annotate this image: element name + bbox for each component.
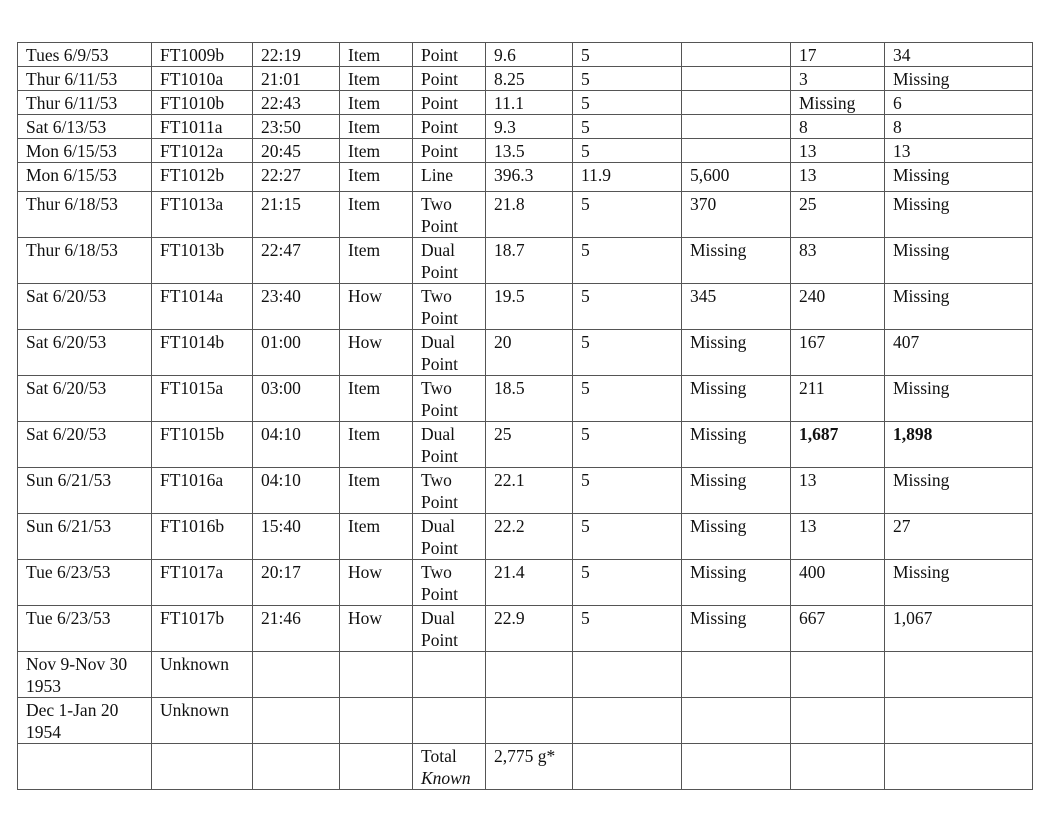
- table-cell: Thur 6/11/53: [18, 67, 152, 91]
- table-cell: 19.5: [486, 284, 573, 330]
- table-cell: Thur 6/18/53: [18, 238, 152, 284]
- table-row: [18, 376, 1033, 422]
- table-cell: 396.3: [486, 163, 573, 192]
- table-cell: Item: [340, 422, 413, 468]
- table-cell: [486, 698, 573, 744]
- table-cell: 5: [573, 67, 682, 91]
- table-cell: 20:17: [253, 560, 340, 606]
- table-cell: 83: [791, 238, 885, 284]
- table-cell: 22:27: [253, 163, 340, 192]
- table-cell: 25: [791, 192, 885, 238]
- table-cell: Item: [340, 139, 413, 163]
- table-cell: Sat 6/20/53: [18, 330, 152, 376]
- total-row: [18, 744, 1033, 790]
- table-cell: Missing: [682, 238, 791, 284]
- table-cell: 9.3: [486, 115, 573, 139]
- table-cell: [682, 652, 791, 698]
- data-table: [17, 42, 1033, 790]
- table-cell: FT1015a: [152, 376, 253, 422]
- table-cell: Item: [340, 115, 413, 139]
- table-cell: 04:10: [253, 422, 340, 468]
- table-cell: FT1012b: [152, 163, 253, 192]
- table-cell: FT1014b: [152, 330, 253, 376]
- table-cell: 3: [791, 67, 885, 91]
- table-cell: [253, 652, 340, 698]
- table-cell: Tue 6/23/53: [18, 606, 152, 652]
- table-cell: 15:40: [253, 514, 340, 560]
- table-row: [18, 606, 1033, 652]
- table-cell: Tues 6/9/53: [18, 43, 152, 67]
- table-cell: Two Point: [413, 192, 486, 238]
- table-cell: 9.6: [486, 43, 573, 67]
- table-cell: Missing: [682, 330, 791, 376]
- table-cell: [340, 744, 413, 790]
- table-cell: [682, 43, 791, 67]
- table-cell: 13: [791, 139, 885, 163]
- table-cell: Thur 6/11/53: [18, 91, 152, 115]
- table-cell: [682, 67, 791, 91]
- table-cell: Sat 6/20/53: [18, 422, 152, 468]
- table-cell: How: [340, 606, 413, 652]
- table-cell: Mon 6/15/53: [18, 139, 152, 163]
- table-cell: FT1011a: [152, 115, 253, 139]
- table-cell: FT1012a: [152, 139, 253, 163]
- table-cell: [573, 652, 682, 698]
- table-cell: Dec 1-Jan 20 1954: [18, 698, 152, 744]
- table-cell: 5: [573, 560, 682, 606]
- table-cell: 23:50: [253, 115, 340, 139]
- table-cell: 21.8: [486, 192, 573, 238]
- table-cell: Sat 6/13/53: [18, 115, 152, 139]
- table-cell: 400: [791, 560, 885, 606]
- total-label: Total: [421, 746, 457, 766]
- table-cell: 13.5: [486, 139, 573, 163]
- table-row: [18, 91, 1033, 115]
- table-cell: 22:43: [253, 91, 340, 115]
- table-cell: Unknown: [152, 652, 253, 698]
- table-cell: Missing: [885, 468, 1033, 514]
- table-cell: [682, 698, 791, 744]
- table-cell: [413, 698, 486, 744]
- table-cell: Missing: [682, 514, 791, 560]
- table-cell: Missing: [885, 67, 1033, 91]
- table-cell: 13: [791, 468, 885, 514]
- table-cell: How: [340, 560, 413, 606]
- total-sublabel: Known: [421, 768, 471, 788]
- table-cell: Missing: [682, 376, 791, 422]
- table-cell: Missing: [885, 238, 1033, 284]
- table-cell: Missing: [682, 560, 791, 606]
- table-cell: [413, 652, 486, 698]
- table-cell: 23:40: [253, 284, 340, 330]
- table-cell: [573, 744, 682, 790]
- table-cell: FT1017b: [152, 606, 253, 652]
- table-cell: Dual Point: [413, 606, 486, 652]
- table-cell: 370: [682, 192, 791, 238]
- table-cell: 21.4: [486, 560, 573, 606]
- table-cell: Item: [340, 91, 413, 115]
- table-cell: Item: [340, 514, 413, 560]
- table-cell: 21:46: [253, 606, 340, 652]
- table-cell: 18.7: [486, 238, 573, 284]
- table-cell: Point: [413, 67, 486, 91]
- table-cell: 5: [573, 422, 682, 468]
- table-cell: Dual Point: [413, 422, 486, 468]
- table-cell: [486, 652, 573, 698]
- total-value: 2,775 g*: [486, 744, 573, 790]
- table-cell: FT1013b: [152, 238, 253, 284]
- table-cell: Mon 6/15/53: [18, 163, 152, 192]
- total-label-cell: [413, 744, 486, 790]
- table-cell: FT1016b: [152, 514, 253, 560]
- table-cell: 22.9: [486, 606, 573, 652]
- table-cell: 21:01: [253, 67, 340, 91]
- table-cell: 8: [885, 115, 1033, 139]
- table-row: [18, 163, 1033, 192]
- table-cell: FT1016a: [152, 468, 253, 514]
- table-cell: How: [340, 284, 413, 330]
- table-cell: Missing: [682, 606, 791, 652]
- table-row: [18, 330, 1033, 376]
- table-cell: 167: [791, 330, 885, 376]
- table-cell: 20: [486, 330, 573, 376]
- table-cell: [253, 744, 340, 790]
- table-cell: Point: [413, 115, 486, 139]
- table-cell: FT1014a: [152, 284, 253, 330]
- table-row: [18, 698, 1033, 744]
- table-row: [18, 238, 1033, 284]
- table-cell: Missing: [885, 560, 1033, 606]
- table-cell: 240: [791, 284, 885, 330]
- table-cell: 17: [791, 43, 885, 67]
- table-cell: 1,067: [885, 606, 1033, 652]
- table-cell: [253, 698, 340, 744]
- table-cell: Tue 6/23/53: [18, 560, 152, 606]
- table-cell: [885, 744, 1033, 790]
- table-cell: 13: [791, 163, 885, 192]
- table-cell: 345: [682, 284, 791, 330]
- table-cell: 667: [791, 606, 885, 652]
- table-cell: 22:47: [253, 238, 340, 284]
- table-cell: 5,600: [682, 163, 791, 192]
- table-cell: Two Point: [413, 468, 486, 514]
- table-cell: 5: [573, 514, 682, 560]
- table-cell: 5: [573, 330, 682, 376]
- table-cell: [340, 698, 413, 744]
- table-cell: 22.2: [486, 514, 573, 560]
- table-row: [18, 468, 1033, 514]
- table-cell: FT1010b: [152, 91, 253, 115]
- table-cell: Point: [413, 139, 486, 163]
- table-cell: [340, 652, 413, 698]
- table-cell: 8: [791, 115, 885, 139]
- table-cell: 20:45: [253, 139, 340, 163]
- table-cell: Two Point: [413, 560, 486, 606]
- table-cell: [682, 91, 791, 115]
- table-cell: Item: [340, 67, 413, 91]
- table-cell: 03:00: [253, 376, 340, 422]
- table-cell: 5: [573, 43, 682, 67]
- table-cell: Point: [413, 43, 486, 67]
- table-row: [18, 192, 1033, 238]
- table-cell: 21:15: [253, 192, 340, 238]
- table-cell: [791, 652, 885, 698]
- table-cell: Thur 6/18/53: [18, 192, 152, 238]
- table-cell: 11.1: [486, 91, 573, 115]
- table-cell: 1,898: [885, 422, 1033, 468]
- table-cell: 5: [573, 139, 682, 163]
- table-cell: Missing: [885, 192, 1033, 238]
- table-cell: [885, 652, 1033, 698]
- table-row: [18, 284, 1033, 330]
- table-cell: Line: [413, 163, 486, 192]
- table-cell: FT1013a: [152, 192, 253, 238]
- table-cell: [682, 115, 791, 139]
- table-cell: 13: [885, 139, 1033, 163]
- document-page: [17, 42, 1033, 790]
- table-cell: 5: [573, 376, 682, 422]
- table-cell: 34: [885, 43, 1033, 67]
- table-cell: [791, 744, 885, 790]
- table-cell: 211: [791, 376, 885, 422]
- table-cell: 1,687: [791, 422, 885, 468]
- table-cell: 01:00: [253, 330, 340, 376]
- table-cell: 407: [885, 330, 1033, 376]
- table-row: [18, 514, 1033, 560]
- table-cell: Item: [340, 376, 413, 422]
- table-row: [18, 560, 1033, 606]
- table-cell: 27: [885, 514, 1033, 560]
- table-cell: 22:19: [253, 43, 340, 67]
- table-cell: Sat 6/20/53: [18, 376, 152, 422]
- table-body: [18, 43, 1033, 790]
- table-cell: FT1010a: [152, 67, 253, 91]
- table-cell: [18, 744, 152, 790]
- table-cell: 5: [573, 284, 682, 330]
- table-cell: 25: [486, 422, 573, 468]
- table-cell: Unknown: [152, 698, 253, 744]
- table-cell: FT1015b: [152, 422, 253, 468]
- table-cell: [682, 744, 791, 790]
- table-cell: 5: [573, 238, 682, 284]
- table-cell: Dual Point: [413, 330, 486, 376]
- table-cell: Missing: [885, 284, 1033, 330]
- table-row: [18, 43, 1033, 67]
- table-cell: Missing: [791, 91, 885, 115]
- table-cell: [152, 744, 253, 790]
- table-cell: 11.9: [573, 163, 682, 192]
- table-row: [18, 115, 1033, 139]
- table-cell: Two Point: [413, 284, 486, 330]
- table-cell: 5: [573, 115, 682, 139]
- table-cell: Dual Point: [413, 514, 486, 560]
- table-cell: Nov 9-Nov 30 1953: [18, 652, 152, 698]
- table-row: [18, 422, 1033, 468]
- table-cell: 13: [791, 514, 885, 560]
- table-row: [18, 67, 1033, 91]
- table-cell: FT1009b: [152, 43, 253, 67]
- table-cell: 5: [573, 468, 682, 514]
- table-cell: [885, 698, 1033, 744]
- table-cell: Item: [340, 163, 413, 192]
- table-cell: 6: [885, 91, 1033, 115]
- table-cell: Missing: [885, 376, 1033, 422]
- table-cell: [791, 698, 885, 744]
- table-cell: [682, 139, 791, 163]
- table-cell: Item: [340, 468, 413, 514]
- table-cell: 5: [573, 606, 682, 652]
- table-cell: Two Point: [413, 376, 486, 422]
- table-cell: Sat 6/20/53: [18, 284, 152, 330]
- table-cell: How: [340, 330, 413, 376]
- table-cell: Item: [340, 43, 413, 67]
- table-cell: Missing: [682, 468, 791, 514]
- table-cell: Sun 6/21/53: [18, 468, 152, 514]
- table-cell: 5: [573, 192, 682, 238]
- table-cell: Item: [340, 192, 413, 238]
- table-cell: 5: [573, 91, 682, 115]
- table-cell: Item: [340, 238, 413, 284]
- table-cell: FT1017a: [152, 560, 253, 606]
- table-row: [18, 652, 1033, 698]
- table-cell: 04:10: [253, 468, 340, 514]
- table-cell: 18.5: [486, 376, 573, 422]
- table-cell: Missing: [682, 422, 791, 468]
- table-cell: Point: [413, 91, 486, 115]
- table-cell: Dual Point: [413, 238, 486, 284]
- table-cell: Missing: [885, 163, 1033, 192]
- table-cell: 8.25: [486, 67, 573, 91]
- table-cell: [573, 698, 682, 744]
- table-row: [18, 139, 1033, 163]
- table-cell: Sun 6/21/53: [18, 514, 152, 560]
- table-cell: 22.1: [486, 468, 573, 514]
